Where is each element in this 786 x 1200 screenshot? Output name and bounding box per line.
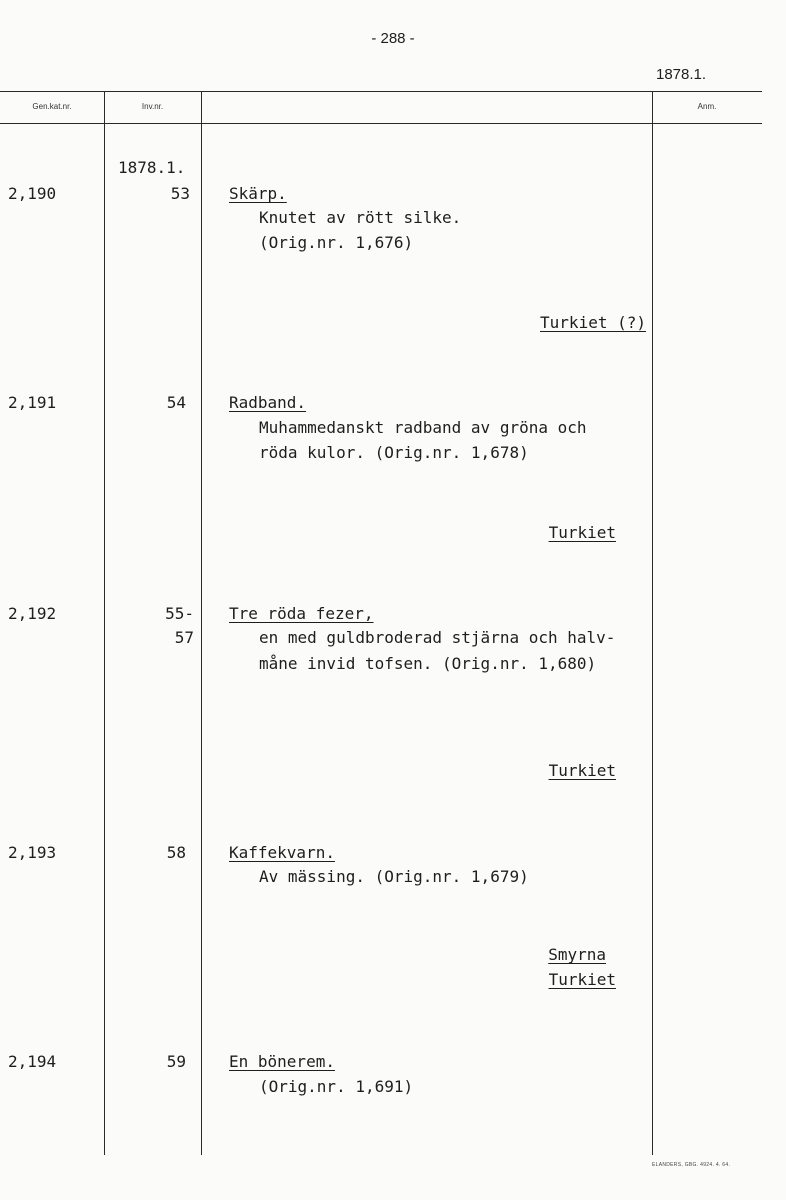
entry-inv-nr: 58 bbox=[166, 843, 186, 862]
entry-gen-kat-nr: 2,191 bbox=[8, 393, 57, 412]
entry-description-line: röda kulor. (Orig.nr. 1,678) bbox=[259, 443, 529, 462]
entry-title: Tre röda fezer, bbox=[229, 604, 374, 623]
printer-imprint: ELANDERS, GBG. 4924. 4. 64. bbox=[652, 1162, 731, 1168]
column-divider-inv bbox=[201, 91, 202, 1155]
header-inv-nr: Inv.nr. bbox=[141, 102, 164, 111]
entry-description-line: Knutet av rött silke. bbox=[259, 208, 462, 227]
collection-reference: 1878.1. bbox=[656, 66, 707, 83]
entry-title: Skärp. bbox=[229, 184, 287, 203]
entry-title: Radband. bbox=[229, 393, 307, 412]
entry-gen-kat-nr: 2,192 bbox=[8, 604, 57, 623]
collection-reference-inline: 1878.1. bbox=[118, 158, 186, 177]
entry-description-line: en med guldbroderad stjärna och halv- bbox=[259, 628, 616, 647]
entry-description-line: måne invid tofsen. (Orig.nr. 1,680) bbox=[259, 654, 597, 673]
column-divider-anm bbox=[652, 91, 653, 1155]
header-rule bbox=[0, 123, 762, 124]
entry-place: Turkiet (?) bbox=[540, 313, 646, 332]
top-rule bbox=[0, 91, 762, 92]
entry-gen-kat-nr: 2,193 bbox=[8, 843, 57, 862]
entry-inv-nr: 55- bbox=[165, 604, 194, 623]
entry-inv-nr: 59 bbox=[166, 1052, 186, 1071]
column-divider-gen bbox=[104, 91, 105, 1155]
page-number: - 288 - bbox=[371, 30, 415, 47]
entry-gen-kat-nr: 2,194 bbox=[8, 1052, 57, 1071]
header-anm: Anm. bbox=[697, 102, 717, 111]
entry-description-line: (Orig.nr. 1,676) bbox=[259, 233, 414, 252]
entry-inv-nr-end: 57 bbox=[174, 628, 194, 647]
entry-description-line: Av mässing. (Orig.nr. 1,679) bbox=[259, 867, 529, 886]
entry-place: Turkiet bbox=[548, 761, 616, 780]
entry-gen-kat-nr: 2,190 bbox=[8, 184, 57, 203]
entry-place: Smyrna bbox=[548, 945, 606, 964]
header-gen-kat-nr: Gen.kat.nr. bbox=[32, 102, 72, 111]
entry-inv-nr: 53 bbox=[170, 184, 190, 203]
entry-place: Turkiet bbox=[548, 523, 616, 542]
entry-description-line: Muhammedanskt radband av gröna och bbox=[259, 418, 587, 437]
entry-place: Turkiet bbox=[548, 970, 616, 989]
entry-title: En bönerem. bbox=[229, 1052, 335, 1071]
entry-inv-nr: 54 bbox=[166, 393, 186, 412]
entry-description-line: (Orig.nr. 1,691) bbox=[259, 1077, 414, 1096]
entry-title: Kaffekvarn. bbox=[229, 843, 335, 862]
